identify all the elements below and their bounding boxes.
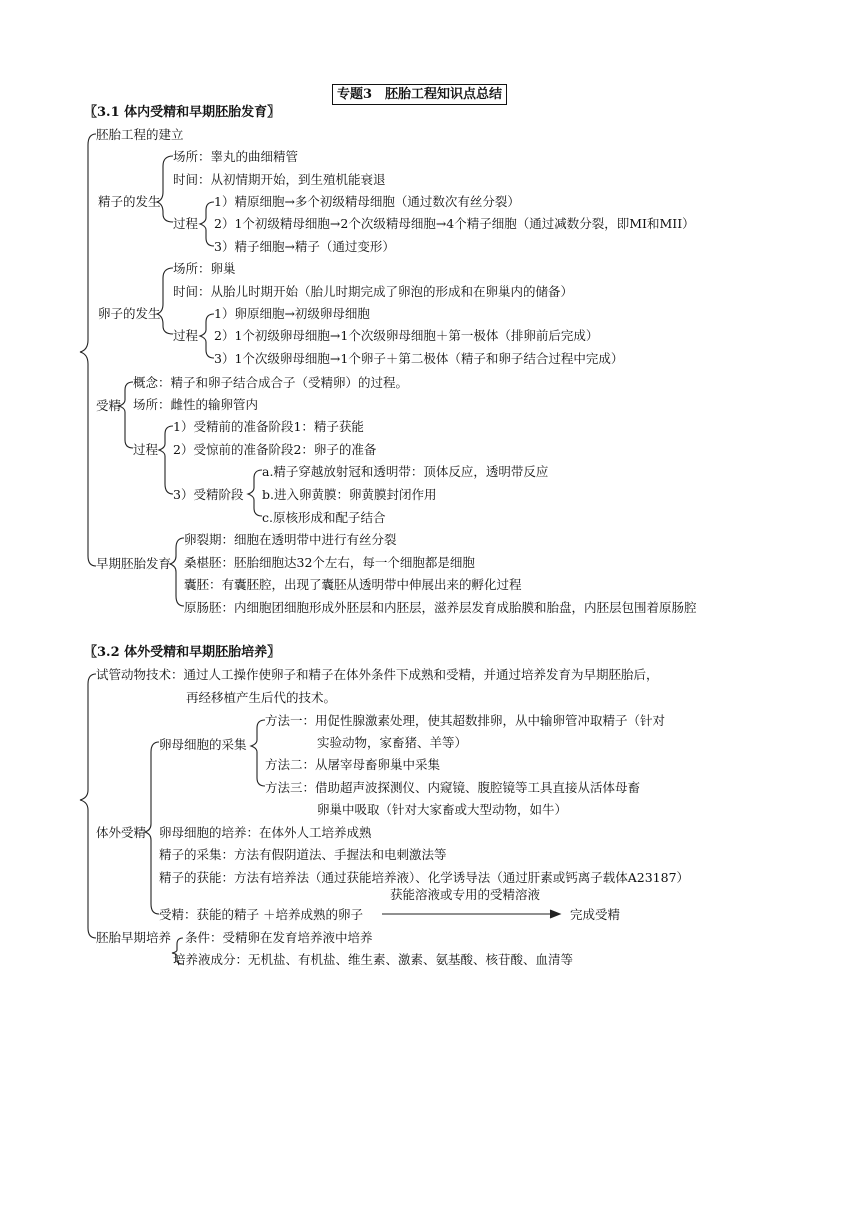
egg-process-1: 1）卵原细胞→初级卵母细胞 (214, 306, 370, 321)
sperm-time: 时间：从初情期开始，到生殖机能衰退 (173, 172, 386, 187)
sperm-process-2: 2）1个初级精母细胞→2个次级精母细胞→4个精子细胞（通过减数分裂，即MI和MII） (214, 216, 695, 231)
method-1: 方法一：用促性腺激素处理，使其超数排卵，从中输卵管冲取精子（针对 (265, 713, 666, 728)
fert-place: 场所：雌性的输卵管内 (133, 397, 259, 412)
fert-stage-c: c.原核形成和配子结合 (262, 510, 386, 525)
fert-label: 受精 (96, 398, 122, 413)
sperm-process-3: 3）精子细胞→精子（通过变形） (214, 239, 395, 254)
page-title: 专题3 胚胎工程知识点总结 (332, 84, 507, 105)
sperm-label: 精子的发生 (98, 194, 161, 209)
ivf-label: 体外受精 (96, 825, 147, 840)
fertilization-line: 受精：获能的精子 ＋培养成熟的卵子 (159, 907, 363, 922)
fert-concept: 概念：精子和卵子结合成合子（受精卵）的过程。 (133, 375, 409, 390)
fert-process-3: 3）受精阶段 (173, 487, 244, 502)
fert-stage-b: b.进入卵黄膜：卵黄膜封闭作用 (262, 487, 437, 502)
early-embryo-label: 早期胚胎发育 (96, 556, 172, 571)
sperm-place: 场所：睾丸的曲细精管 (173, 149, 299, 164)
oocyte-culture: 卵母细胞的培养：在体外人工培养成熟 (159, 825, 372, 840)
egg-label: 卵子的发生 (98, 306, 161, 321)
section-heading-3-2: 〖3.2 体外受精和早期胚胎培养〗 (84, 645, 281, 660)
early-embryo-2: 桑椹胚：胚胎细胞达32个左右，每一个细胞都是细胞 (184, 555, 475, 570)
culture-medium: 培养液成分：无机盐、有机盐、维生素、激素、氨基酸、核苷酸、血清等 (173, 952, 574, 967)
fertilization-complete: 完成受精 (570, 907, 621, 922)
egg-process-2: 2）1个初级卵母细胞→1个次级卵母细胞＋第一极体（排卵前后完成） (214, 328, 599, 343)
section-heading-3-1: 〖3.1 体内受精和早期胚胎发育〗 (84, 105, 281, 120)
early-embryo-4: 原肠胚：内细胞团细胞形成外胚层和内胚层，滋养层发育成胎膜和胎盘，内胚层包围着原肠腔 (184, 600, 697, 615)
method-3-cont: 卵巢中吸取（针对大家畜或大型动物，如牛） (317, 802, 568, 817)
oocyte-collection-label: 卵母细胞的采集 (159, 737, 247, 752)
egg-place: 场所：卵巢 (173, 261, 236, 276)
culture-condition: 条件：受精卵在发育培养液中培养 (185, 930, 373, 945)
embryo-culture-label: 胚胎早期培养 (96, 930, 172, 945)
sperm-process-label: 过程 (173, 216, 199, 231)
arrow-label: 获能溶液或专用的受精溶液 (390, 887, 541, 902)
egg-process-label: 过程 (173, 328, 199, 343)
method-2: 方法二：从屠宰母畜卵巢中采集 (265, 757, 441, 772)
test-tube-definition: 试管动物技术：通过人工操作使卵子和精子在体外条件下成熟和受精，并通过培养发育为早期胚胎后， (96, 667, 659, 682)
sperm-process-1: 1）精原细胞→多个初级精母细胞（通过数次有丝分裂） (214, 194, 520, 209)
early-embryo-3: 囊胚：有囊胚腔，出现了囊胚从透明带中伸展出来的孵化过程 (184, 577, 522, 592)
fert-stage-a: a.精子穿越放射冠和透明带：顶体反应，透明带反应 (262, 464, 549, 479)
root-label: 胚胎工程的建立 (96, 127, 184, 142)
sperm-collection: 精子的采集：方法有假阴道法、手握法和电刺激法等 (159, 847, 447, 862)
egg-process-3: 3）1个次级卵母细胞→1个卵子＋第二极体（精子和卵子结合过程中完成） (214, 351, 624, 366)
test-tube-definition-cont: 再经移植产生后代的技术。 (186, 690, 337, 705)
egg-time: 时间：从胎儿时期开始（胎儿时期完成了卵泡的形成和在卵巢内的储备） (173, 284, 574, 299)
fert-process-label: 过程 (133, 442, 159, 457)
method-3: 方法三：借助超声波探测仪、内窥镜、腹腔镜等工具直接从活体母畜 (265, 780, 641, 795)
sperm-capacitation: 精子的获能：方法有培养法（通过获能培养液）、化学诱导法（通过肝素或钙离子载体A23187） (159, 870, 690, 885)
fert-process-1: 1）受精前的准备阶段1：精子获能 (173, 419, 364, 434)
method-1-cont: 实验动物，家畜猪、羊等） (317, 735, 468, 750)
fert-process-2: 2）受惊前的准备阶段2：卵子的准备 (173, 442, 377, 457)
early-embryo-1: 卵裂期：细胞在透明带中进行有丝分裂 (184, 532, 397, 547)
